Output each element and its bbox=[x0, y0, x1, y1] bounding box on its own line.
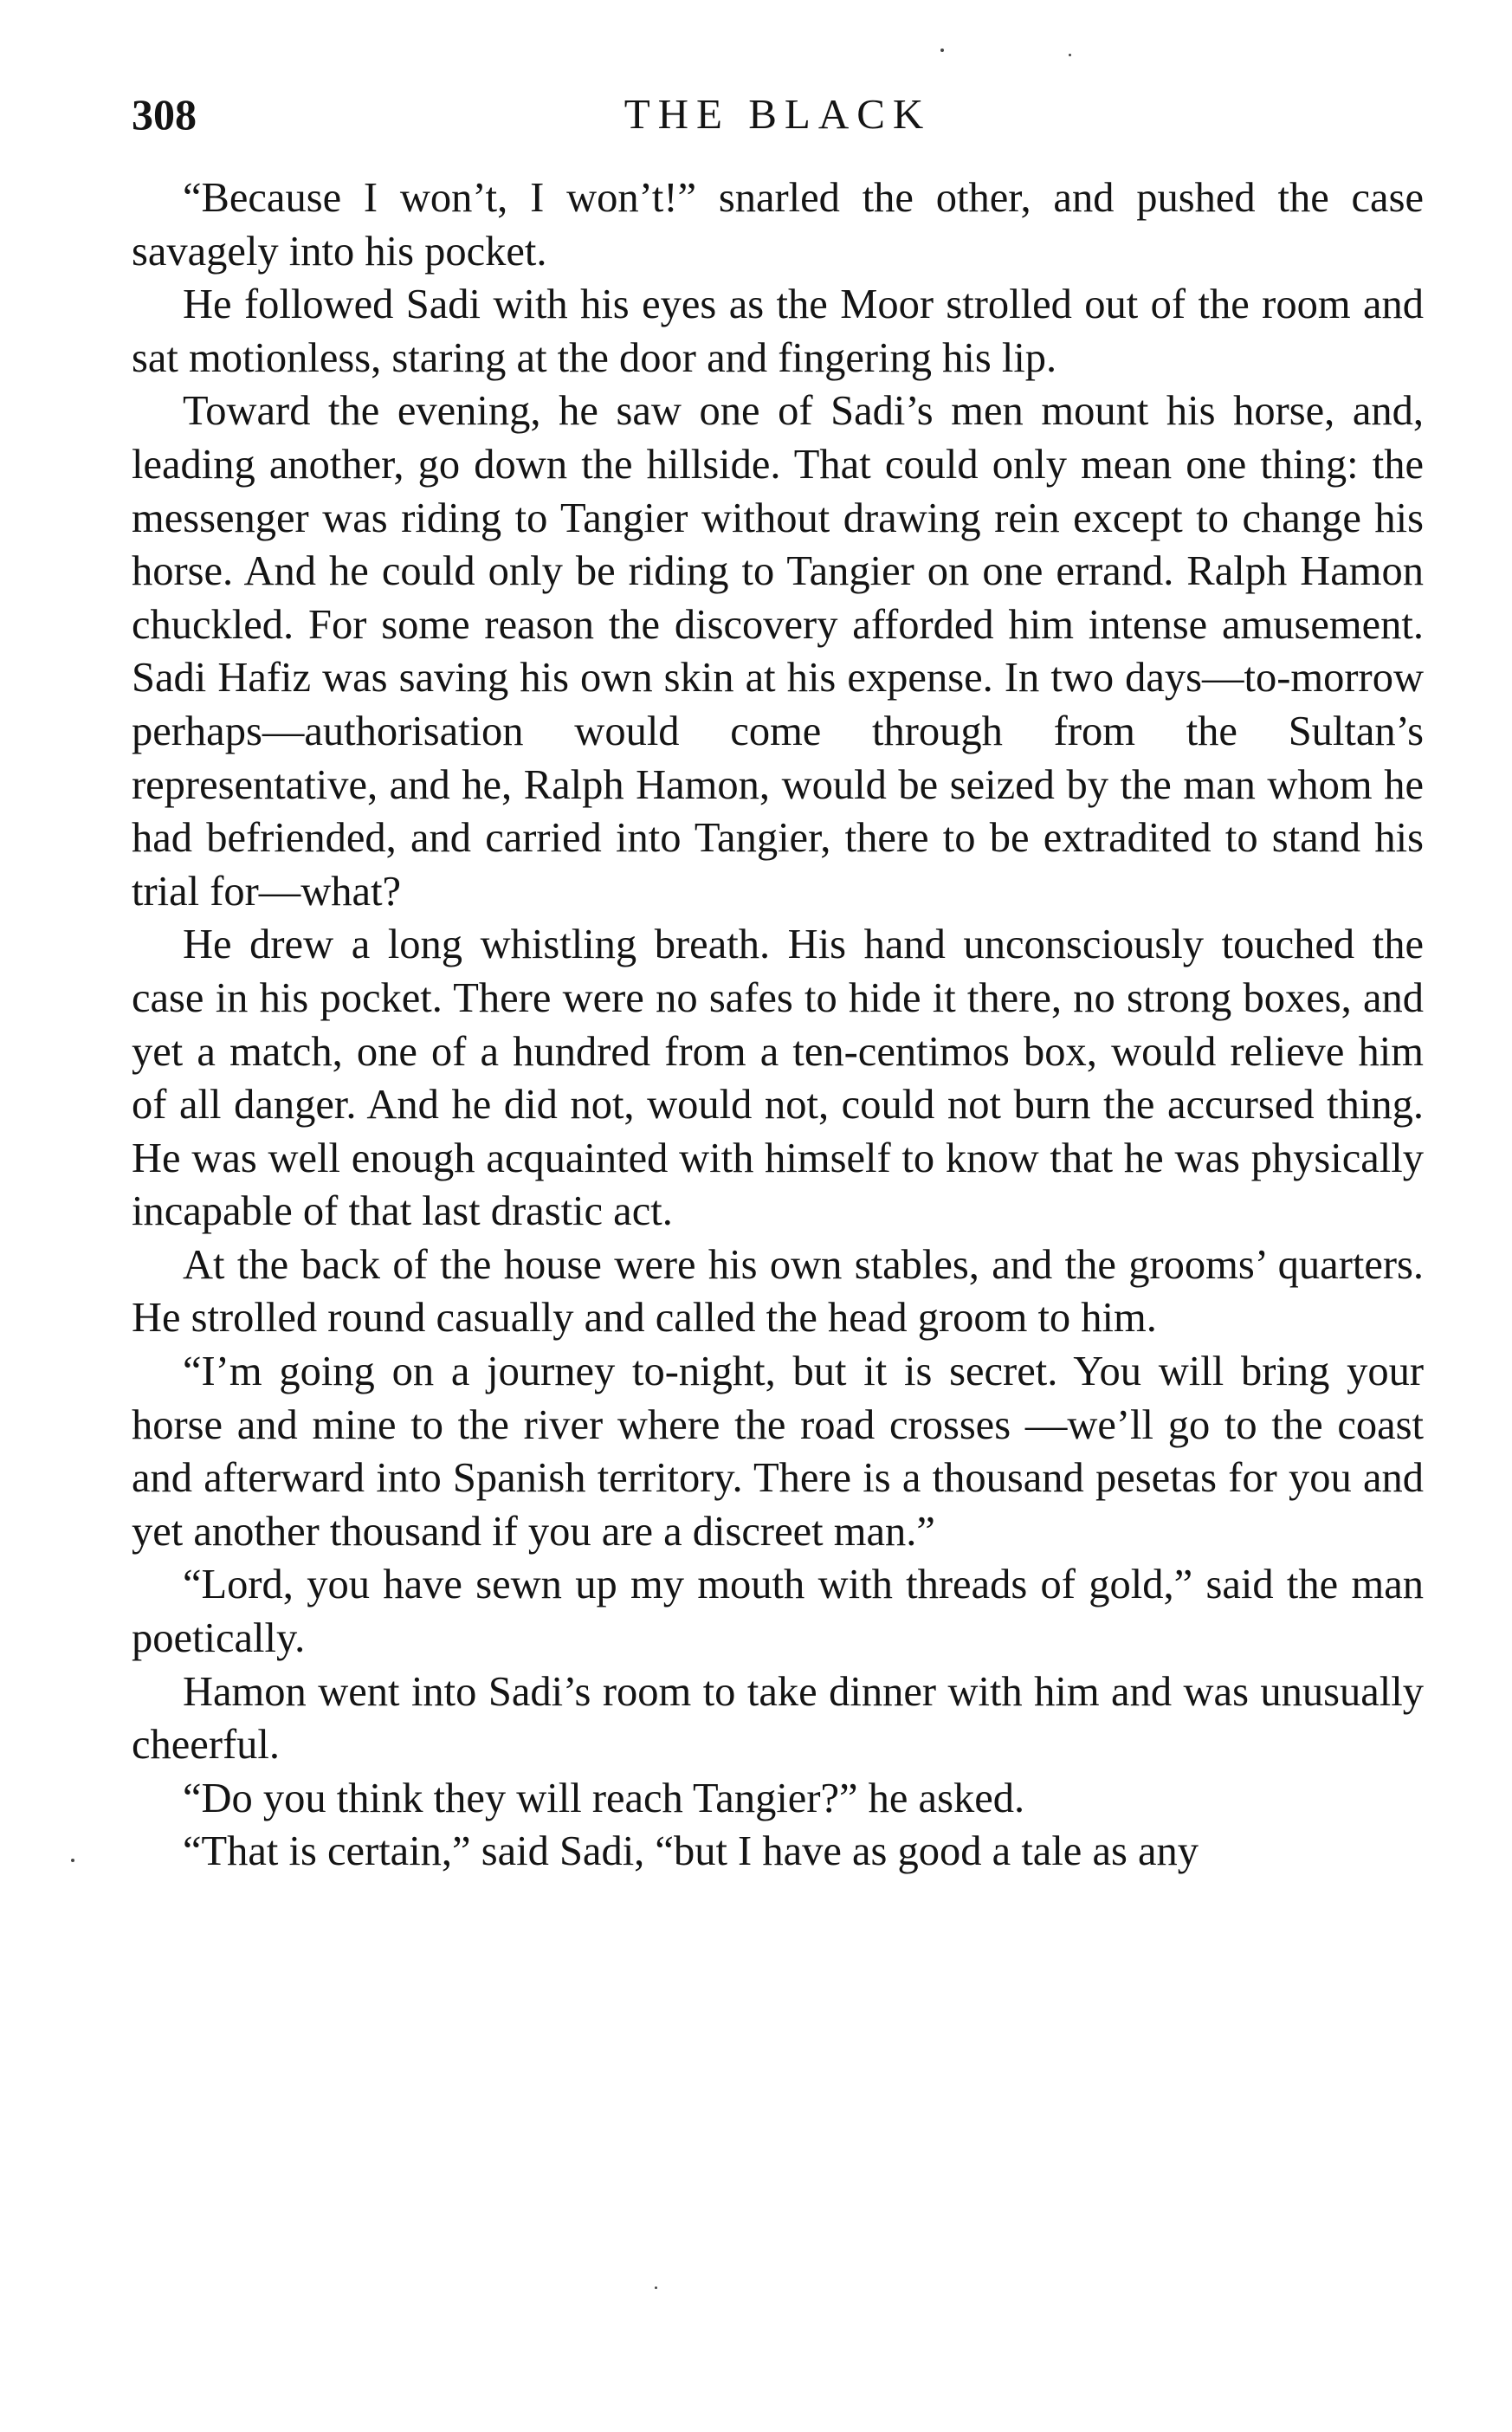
paragraph: “Because I won’t, I won’t!” snarled the other, and pushed the case savagely into his pocket. bbox=[132, 175, 1424, 275]
paragraph: “I’m going on a journey to-night, but it is secret. You will bring your horse and mine to the river where the road crosses —we’ll go to the coast and afterward into Spanish territory. There is a thousand pesetas for you and yet another thousand if you are a discreet man.” bbox=[132, 1349, 1424, 1555]
paragraph: Toward the evening, he saw one of Sadi’s men mount his horse, and, leading another, go down the hillside. That could only mean one thing: the messenger was riding to Tangier without drawing rein except to change his horse. And he could only be riding to Tangier on one errand. Ralph Hamon chuckled. For some reason the discovery afforded him intense amusement. Sadi Hafiz was saving his own skin at his expense. In two days—to-morrow perhaps—authorisation would come through from the Sultan’s representative, and he, Ralph Hamon, would be seized by the man whom he had befriended, and carried into Tangier, there to be extradited to stand his trial for—what? bbox=[132, 388, 1424, 915]
paragraph: “Do you think they will reach Tangier?” he asked. bbox=[183, 1775, 1025, 1821]
paragraph: He followed Sadi with his eyes as the Moor strolled out of the room and sat motionless, staring at the door and fingering his lip. bbox=[132, 281, 1424, 381]
paragraph: “That is certain,” said Sadi, “but I have as good a tale as any bbox=[183, 1828, 1199, 1875]
scan-speck bbox=[71, 1859, 74, 1862]
page-number: 308 bbox=[132, 90, 197, 139]
scan-speck bbox=[655, 2286, 657, 2289]
running-title: THE BLACK bbox=[624, 90, 932, 138]
paragraph: “Lord, you have sewn up my mouth with threads of gold,” said the man poetically. bbox=[132, 1562, 1424, 1662]
body-text bbox=[132, 171, 1424, 1879]
paragraph: At the back of the house were his own stables, and the grooms’ quarters. He strolled round casually and called the head groom to him. bbox=[132, 1241, 1424, 1342]
scan-speck bbox=[1069, 54, 1071, 56]
page-header bbox=[132, 83, 1424, 146]
paragraph: Hamon went into Sadi’s room to take dinner with him and was unusually cheerful. bbox=[132, 1668, 1424, 1769]
paragraph: He drew a long whistling breath. His hand unconsciously touched the case in his pocket. There were no safes to hide it there, no strong boxes, and yet a match, one of a hundred from a ten-centimos box, would relieve him of all danger. And he did not, would not, could not burn the accursed thing. He was well enough acquainted with himself to know that he was physically incapable of that last drastic act. bbox=[132, 922, 1424, 1235]
scan-speck bbox=[940, 49, 944, 52]
